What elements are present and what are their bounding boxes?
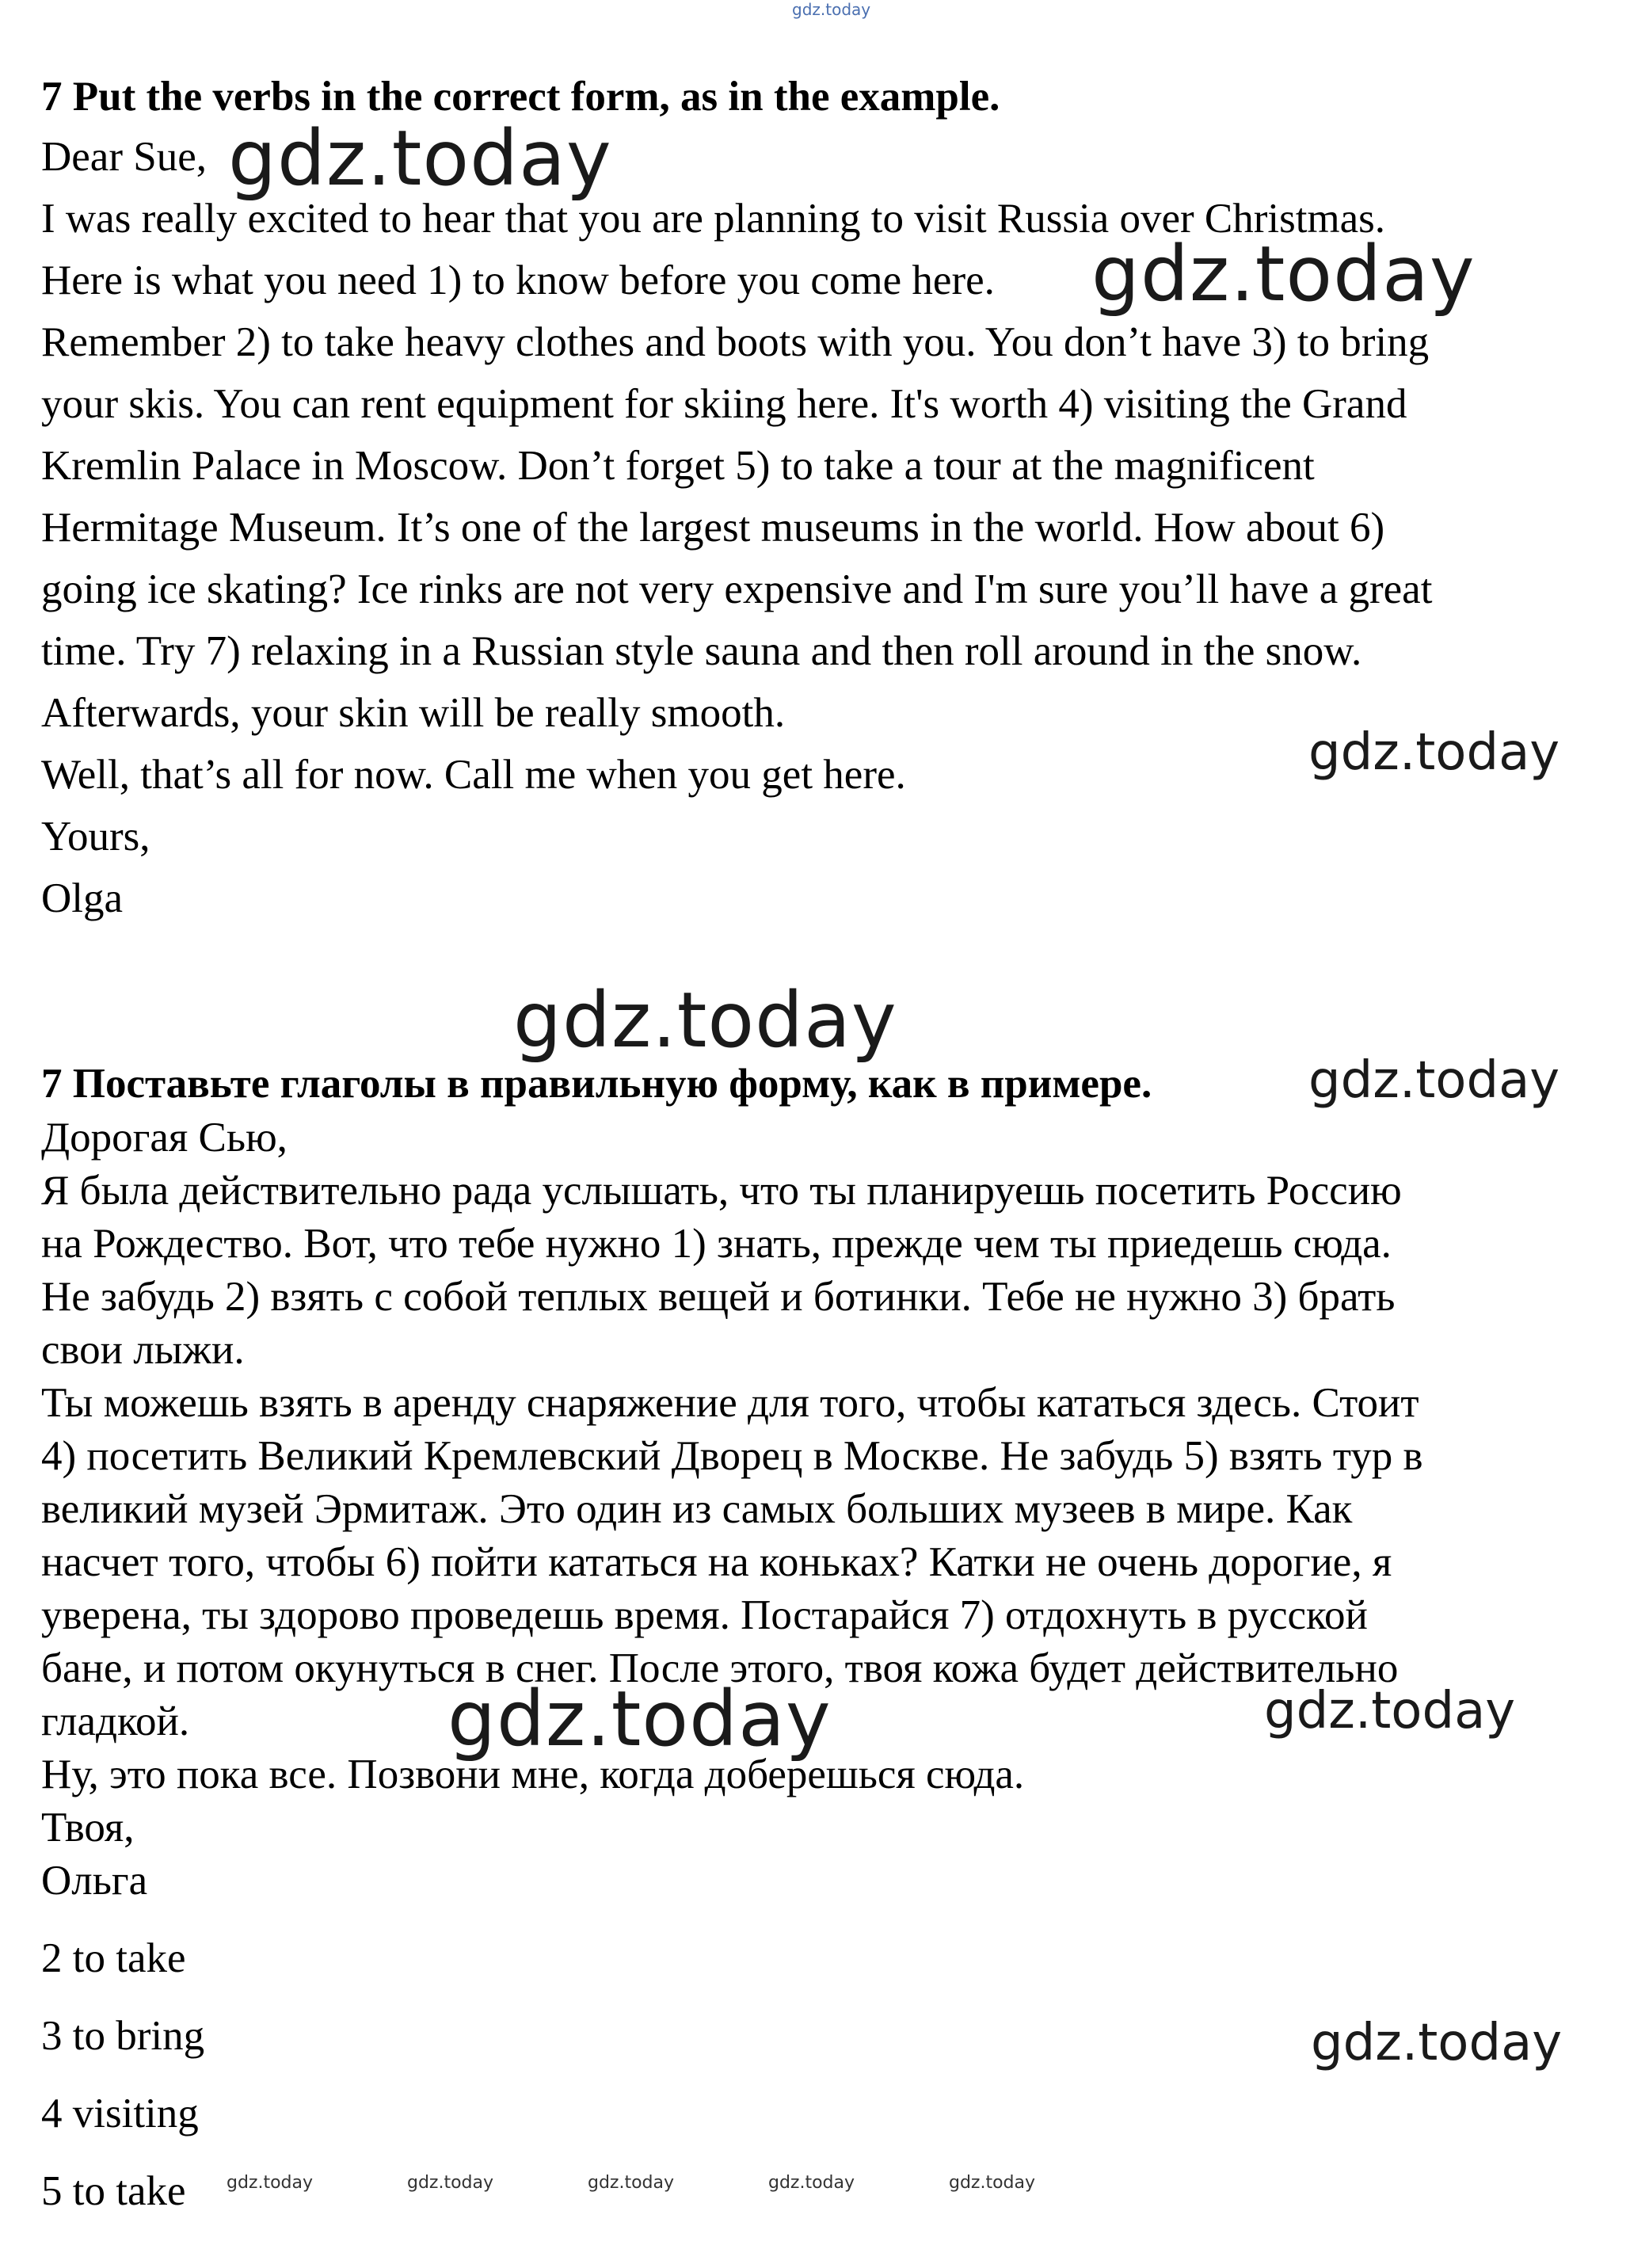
answer-item: 2 to take [41,1935,186,1981]
russian-line: бане, и потом окунуться в снег. После этого, твоя кожа будет действительно [41,1645,1399,1691]
english-line: going ice skating? Ice rinks are not very expensive and I'm sure you’ll have a great [41,566,1433,612]
english-heading: 7 Put the verbs in the correct form, as in the example. [41,74,1000,120]
english-line: Olga [41,875,124,921]
watermark-small: gdz.today [768,2173,855,2193]
answer-item: 5 to take [41,2168,186,2214]
russian-line: на Рождество. Вот, что тебе нужно 1) знать, прежде чем ты приедешь сюда. [41,1221,1392,1267]
watermark: gdz.today [228,114,612,203]
russian-line: Дорогая Сью, [41,1115,288,1161]
russian-line: Твоя, [41,1805,135,1851]
answer-item: 3 to bring [41,2013,205,2059]
watermark-small: gdz.today [588,2173,675,2193]
watermark: gdz.today [1091,230,1476,318]
russian-line: Я была действительно рада услышать, что ты планируешь посетить Россию [41,1168,1402,1214]
watermark: gdz.today [1264,1682,1516,1740]
russian-line: гладкой. [41,1698,190,1744]
watermark: gdz.today [447,1675,832,1763]
english-line: I was really excited to hear that you are planning to visit Russia over Christmas. [41,196,1386,242]
russian-line: насчет того, чтобы 6) пойти кататься на коньках? Катки не очень дорогие, я [41,1539,1392,1585]
russian-line: 4) посетить Великий Кремлевский Дворец в Москве. Не забудь 5) взять тур в [41,1433,1423,1479]
english-line: Well, that’s all for now. Call me when you get here. [41,752,906,798]
russian-line: Не забудь 2) взять с собой теплых вещей и ботинки. Тебе не нужно 3) брать [41,1274,1396,1320]
russian-line: Ну, это пока все. Позвони мне, когда доберешься сюда. [41,1752,1025,1797]
russian-line: Ты можешь взять в аренду снаряжение для того, чтобы кататься здесь. Стоит [41,1380,1419,1426]
english-line: Dear Sue, [41,134,207,180]
answer-item: 4 visiting [41,2091,199,2136]
english-line: Afterwards, your skin will be really smooth. [41,690,786,736]
english-line: Remember 2) to take heavy clothes and boots with you. You don’t have 3) to bring [41,319,1430,365]
russian-line: уверена, ты здорово проведешь время. Постарайся 7) отдохнуть в русской [41,1592,1368,1638]
russian-line: великий музей Эрмитаж. Это один из самых больших музеев в мире. Как [41,1486,1353,1532]
english-line: Kremlin Palace in Moscow. Don’t forget 5) to take a tour at the magnificent [41,443,1315,489]
english-line: your skis. You can rent equipment for skiing here. It's worth 4) visiting the Grand [41,381,1407,427]
watermark-small: gdz.today [227,2173,314,2193]
english-line: Here is what you need 1) to know before you come here. [41,257,995,303]
watermark: gdz.today [1311,2014,1563,2072]
english-line: Hermitage Museum. It’s one of the largest museums in the world. How about 6) [41,505,1385,551]
russian-line: свои лыжи. [41,1327,245,1373]
russian-line: Ольга [41,1858,148,1904]
watermark: gdz.today [513,976,897,1065]
watermark: gdz.today [1308,723,1560,782]
watermark-top: gdz.today [792,0,871,19]
russian-heading: 7 Поставьте глаголы в правильную форму, как в примере. [41,1061,1152,1107]
english-line: time. Try 7) relaxing in a Russian style sauna and then roll around in the snow. [41,628,1362,674]
watermark-small: gdz.today [949,2173,1036,2193]
watermark-small: gdz.today [407,2173,494,2193]
english-line: Yours, [41,814,150,860]
watermark: gdz.today [1308,1051,1560,1110]
